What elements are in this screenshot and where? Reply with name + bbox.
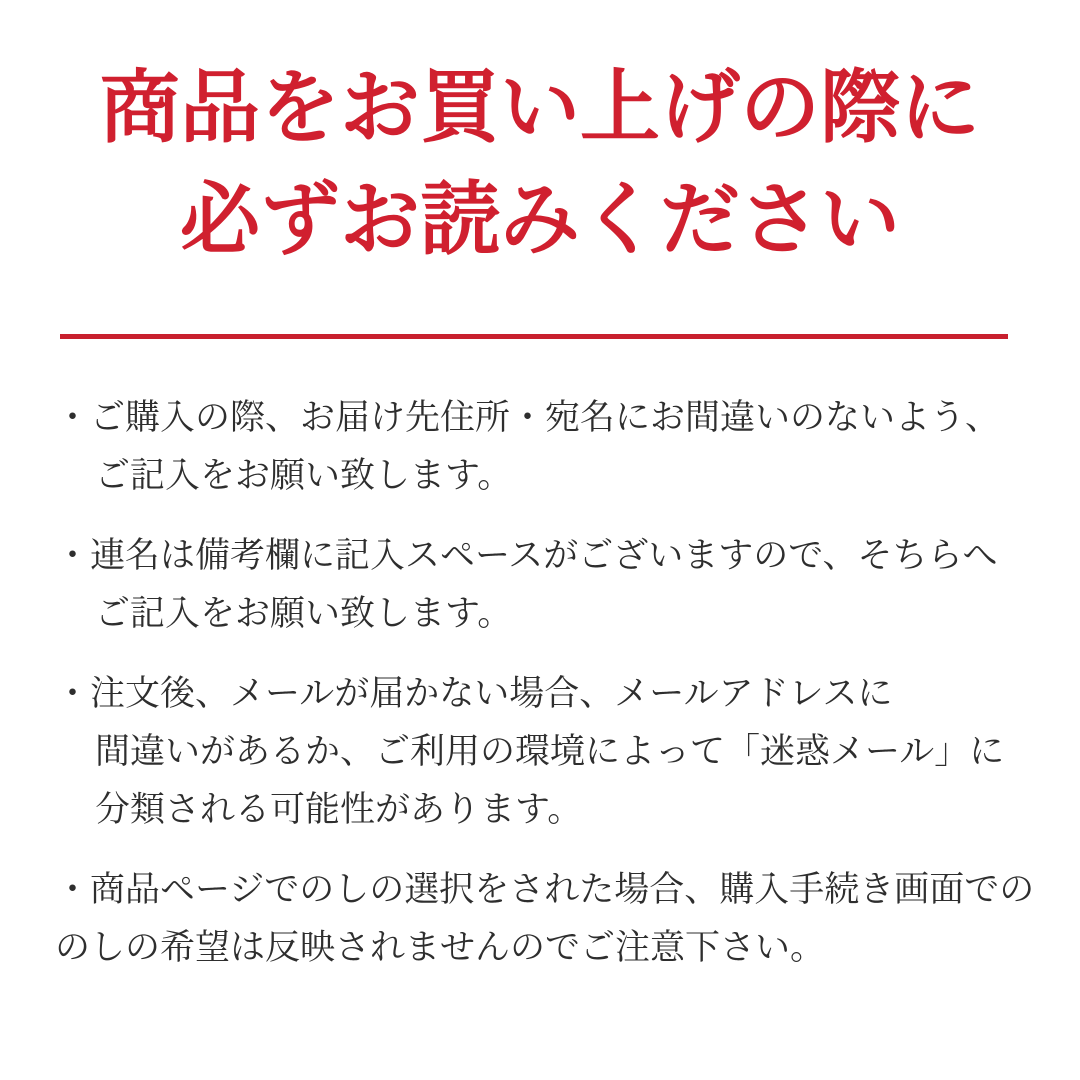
note-item-joint-names xyxy=(55,527,1030,643)
note-line: ・注文後、メールが届かない場合、メールアドレスに xyxy=(55,674,893,713)
note-item-noshi-selection xyxy=(55,861,1035,977)
notice-header xyxy=(0,52,1080,276)
note-line: ・商品ページでのしの選択をされた場合、購入手続き画面での xyxy=(55,870,1035,909)
note-line: 間違いがあるか、ご利用の環境によって「迷惑メール」に xyxy=(95,732,1005,771)
note-line: ・連名は備考欄に記入スペースがございますので、そちらへ xyxy=(55,536,998,575)
note-line: ・ご購入の際、お届け先住所・宛名にお間違いのないよう、 xyxy=(55,398,1001,437)
note-line: 分類される可能性があります。 xyxy=(95,790,583,829)
note-item-email-spam xyxy=(55,665,1030,839)
note-line: ご記入をお願い致します。 xyxy=(95,456,513,495)
note-item-shipping-address xyxy=(55,389,1030,505)
divider-rule xyxy=(60,334,1008,339)
notice-title-line1: 商品をお買い上げの際に xyxy=(100,63,980,152)
notice-title-line2: 必ずお読みください xyxy=(180,175,900,264)
note-line: ご記入をお願い致します。 xyxy=(95,594,513,633)
notes-list xyxy=(55,389,1035,977)
note-line: のしの希望は反映されませんのでご注意下さい。 xyxy=(55,928,826,967)
